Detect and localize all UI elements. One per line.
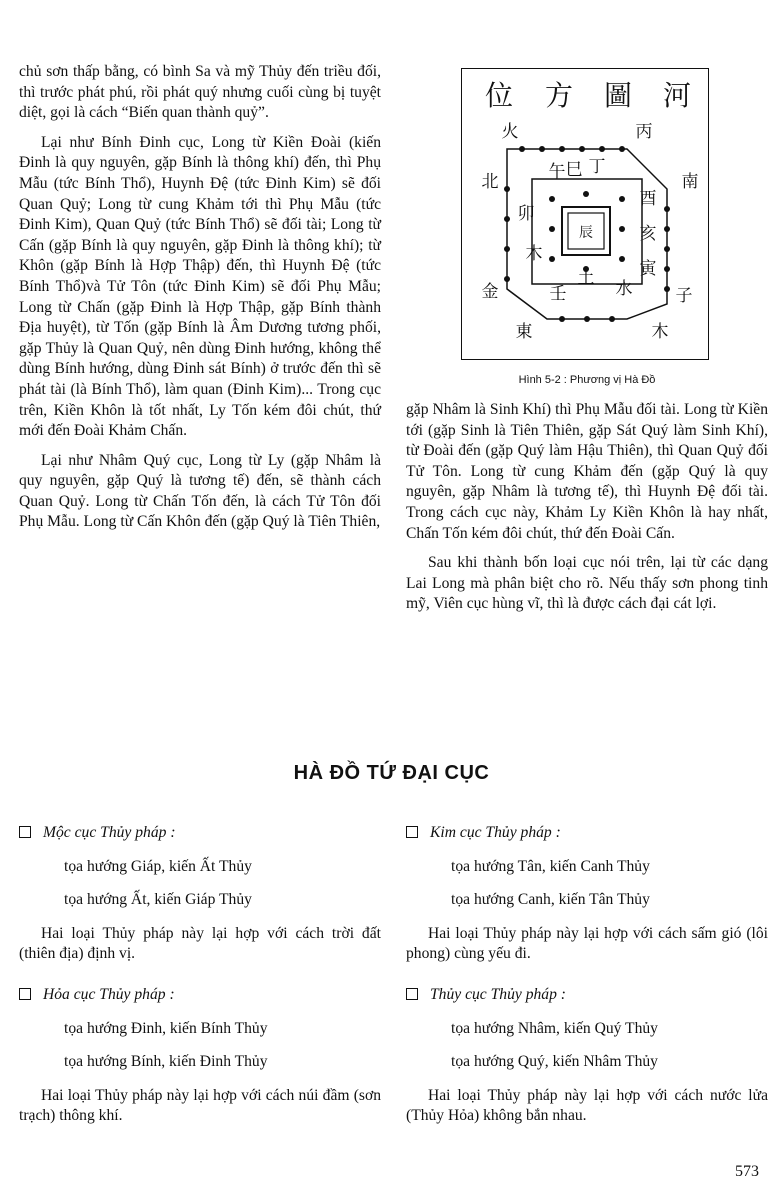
hoa-cuc-heading-text: Hỏa cục Thủy pháp :: [43, 986, 175, 1003]
thuy-cuc-block: [406, 985, 768, 1127]
hoa-cuc-description: Hai loại Thủy pháp này lại hợp với cách núi đầm (sơn trạch) thông khí.: [19, 1086, 381, 1125]
checkbox-square-icon: [19, 988, 31, 1000]
right-paragraph-2: Sau khi thành bốn loại cục nói trên, lại từ các dạng Lai Long mà phân biệt cho rõ. Nếu thấy sơn phong tinh mỹ, Viên cục hùng vĩ, thì là được cách đại cát lợi.: [406, 554, 768, 613]
figure-label-16: 木: [525, 244, 543, 264]
figure-label-2: 丙: [635, 122, 653, 142]
figure-label-20: 木: [651, 322, 669, 342]
figure-label-5: 北: [481, 172, 499, 192]
kim-cuc-line-1: tọa hướng Tân, kiến Canh Thủy: [451, 857, 650, 875]
figure-caption: Hình 5-2 : Phương vị Hà Đồ: [518, 374, 656, 386]
hoa-cuc-line-1: tọa hướng Đinh, kiến Bính Thủy: [64, 1019, 268, 1037]
left-text-column: [19, 62, 381, 542]
figure-label-10: 亥: [639, 224, 657, 244]
thuy-cuc-line-2: tọa hướng Quý, kiến Nhâm Thủy: [451, 1053, 658, 1071]
hoa-cuc-block: [19, 985, 381, 1127]
figure-label-6: 午: [548, 162, 566, 182]
moc-cuc-line-1: tọa hướng Giáp, kiến Ất Thủy: [64, 857, 252, 875]
figure-label-13: 水: [615, 279, 633, 299]
figure-label-12: 土: [577, 268, 595, 288]
thuy-cuc-description: Hai loại Thủy pháp này lại hợp với cách nước lửa (Thủy Hỏa) không bắn nhau.: [406, 1086, 768, 1125]
page-number: 573: [735, 1163, 759, 1180]
figure-label-9: 卯: [517, 204, 535, 224]
figure-label-18: 子: [675, 286, 693, 306]
checkbox-square-icon: [19, 826, 31, 838]
figure-title-char-1: 位: [484, 79, 514, 112]
figure-label-15: 寅: [639, 259, 657, 279]
moc-cuc-heading: [19, 823, 381, 844]
figure-label-17: 金: [481, 282, 499, 302]
left-paragraph-3: Lại như Nhâm Quý cục, Long từ Ly (gặp Nhâm là quy nguyên, gặp Quý là tương tế) đến, sẽ thành cách Quan Quỷ. Long từ Chấn Tốn đến, là cách Tử Tôn đối Phụ Mẫu. Long từ Cấn Khôn đến (gặp Quý là Tiên Thiên,: [19, 451, 381, 531]
figure-title-char-4: 河: [662, 79, 692, 112]
ha-do-diagram: [461, 68, 709, 360]
left-paragraph-2: Lại như Bính Đinh cục, Long từ Kiền Đoài (kiến Đinh là quy nguyên, gặp Bính là thông khí) đến, thì Phụ Mẫu (tức Bính Thổ), Huynh Đệ (tức Đinh Kim) sẽ đối Quan Quỷ; Long từ cung Khảm tới thì Phụ Mẫu (tức Đinh Kim), Quan Quỷ (tức Bính Thổ) sẽ đối tài; Long từ Cấn (gặp Bính là quy nguyên, gặp Đinh là thông khí); từ Khôn (gặp Bính là Hợp Thập) đến, thì Huynh Đệ (tức Bính Thổ)và Tử Tôn (tức Đinh Kim) sẽ đối Phụ Mẫu; Long từ Chấn (gặp Đinh là Hợp Thập, gặp Bính thành Địa huyệt), từ Tốn (gặp Bính là Âm Dương tương phối, gặp Thủy là Quan Quỷ, nên dùng Đinh hướng, không thể dùng Bính hướng, dùng Đinh sát Bính) ở trước đến thì sẽ phát tài (là Bính Thổ), làm quan (Đinh Kim)... Trong cục trên, Kiền Khôn là tốt nhất, Ly Tốn kém đôi chút, thứ mới đến Đoài Khảm Chấn.: [19, 133, 381, 440]
figure-label-11: 辰: [579, 225, 593, 241]
kim-cuc-heading-text: Kim cục Thủy pháp :: [430, 824, 561, 841]
moc-cuc-line-2: tọa hướng Ất, kiến Giáp Thủy: [64, 891, 252, 909]
figure-label-19: 東: [515, 322, 533, 342]
thuy-cuc-heading-text: Thủy cục Thủy pháp :: [430, 986, 566, 1003]
figure-title-char-2: 方: [544, 79, 574, 112]
moc-cuc-block: [19, 823, 381, 965]
figure-label-8: 酉: [639, 189, 657, 209]
kim-cuc-block: [406, 823, 768, 965]
thuy-cuc-line-1: tọa hướng Nhâm, kiến Quý Thủy: [451, 1019, 658, 1037]
section-title: HÀ ĐỒ TỨ ĐẠI CỤC: [293, 762, 490, 784]
right-text-column: [406, 400, 768, 624]
ha-do-diagram-drawing: [462, 69, 708, 359]
checkbox-square-icon: [406, 988, 418, 1000]
figure-label-4: 巳: [565, 160, 583, 180]
figure-label-7: 南: [681, 172, 699, 192]
checkbox-square-icon: [406, 826, 418, 838]
hoa-cuc-heading: [19, 985, 381, 1006]
moc-cuc-heading-text: Mộc cục Thủy pháp :: [43, 824, 176, 841]
figure-label-3: 丁: [588, 157, 606, 177]
right-paragraph-1: gặp Nhâm là Sinh Khí) thì Phụ Mẫu đối tài. Long từ Kiền tới (gặp Sinh là Tiên Thiên, gặp Sát Quý làm Sinh Khí), từ Đoài đến (gặp Quý làm Hậu Thiên), thì Quan Quỷ đối Tử Tôn. Long từ cung Khảm đến (gặp Quý là quy nguyên, gặp Nhâm là tương tế), thì Huynh Đệ đối tài. Trong cách cục này, Khảm Ly Kiền Khôn là hay nhất, Chấn Tốn kém đôi chút, thứ đến Đoài Cấn.: [406, 401, 768, 542]
hoa-cuc-line-2: tọa hướng Bính, kiến Đinh Thủy: [64, 1053, 268, 1071]
kim-cuc-line-2: tọa hướng Canh, kiến Tân Thủy: [451, 891, 650, 909]
figure-label-1: 火: [501, 122, 519, 142]
kim-cuc-description: Hai loại Thủy pháp này lại hợp với cách sấm gió (lôi phong) cùng yếu đi.: [406, 924, 768, 963]
thuy-cuc-heading: [406, 985, 768, 1006]
moc-cuc-description: Hai loại Thủy pháp này lại hợp với cách trời đất (thiên địa) định vị.: [19, 924, 381, 963]
left-paragraph-1: chủ sơn thấp bằng, có bình Sa và mỹ Thủy đến triều đối, thì trước phát phú, rồi phát quý nhưng cuối cùng bị tuyệt diệt, gọi là cách “Biến quan thành quỷ”.: [19, 63, 381, 122]
kim-cuc-heading: [406, 823, 768, 844]
figure-label-14: 壬: [549, 284, 567, 304]
figure-title-char-3: 圖: [603, 79, 633, 112]
